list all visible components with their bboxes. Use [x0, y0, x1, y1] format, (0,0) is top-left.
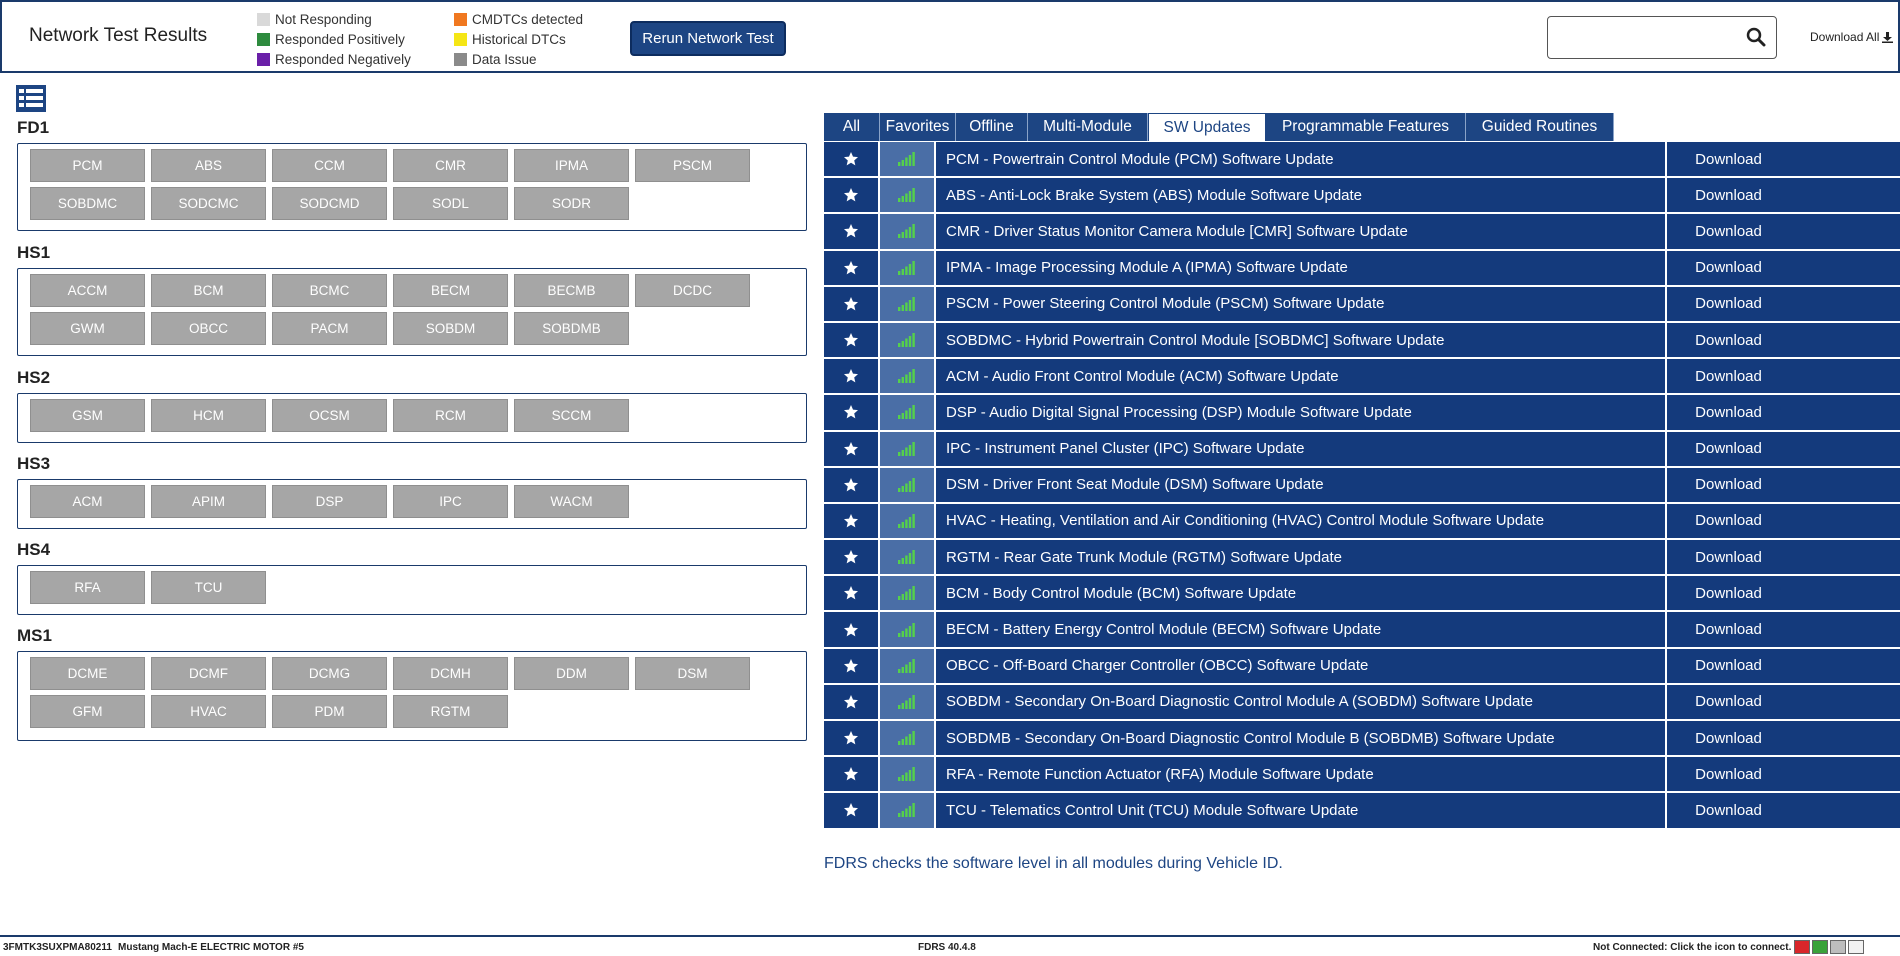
star-icon[interactable]	[824, 214, 880, 248]
update-name[interactable]: DSP - Audio Digital Signal Processing (DSP) Module Software Update	[936, 395, 1667, 429]
group-box-hs1	[17, 268, 807, 356]
star-icon[interactable]	[824, 323, 880, 357]
module-button-sodcmc[interactable]: SODCMC	[151, 187, 266, 220]
download-all-button[interactable]	[1810, 30, 1893, 44]
connection-icons	[1794, 940, 1864, 954]
module-button-pdm[interactable]: PDM	[272, 695, 387, 728]
group-box-hs4	[17, 565, 807, 615]
module-button-pcm[interactable]: PCM	[30, 149, 145, 182]
star-icon[interactable]	[824, 612, 880, 646]
group-label-hs1: HS1	[17, 243, 51, 262]
module-button-obcc[interactable]: OBCC	[151, 312, 266, 345]
table-row	[824, 323, 1900, 359]
download-button[interactable]: Download	[1667, 214, 1900, 248]
signal-icon	[880, 468, 936, 502]
download-button[interactable]: Download	[1667, 359, 1900, 393]
download-button[interactable]: Download	[1667, 721, 1900, 755]
status-bar	[0, 935, 1900, 956]
star-icon[interactable]	[824, 649, 880, 683]
info-note: FDRS checks the software level in all modules during Vehicle ID.	[824, 855, 1283, 872]
table-row	[824, 504, 1900, 540]
module-row	[30, 274, 806, 307]
group-label-hs4: HS4	[17, 540, 51, 559]
update-name[interactable]: IPMA - Image Processing Module A (IPMA) Software Update	[936, 251, 1667, 285]
module-button-ipc[interactable]: IPC	[393, 485, 508, 518]
legend-swatch-cmdtcs	[454, 13, 467, 26]
download-button[interactable]: Download	[1667, 612, 1900, 646]
legend-label: Historical DTCs	[472, 31, 566, 47]
battery-icon[interactable]	[1848, 940, 1864, 954]
module-button-sodcmd[interactable]: SODCMD	[272, 187, 387, 220]
download-button[interactable]: Download	[1667, 178, 1900, 212]
signal-icon	[880, 685, 936, 719]
table-row	[824, 395, 1900, 431]
module-button-sobdmc[interactable]: SOBDMC	[30, 187, 145, 220]
signal-icon	[880, 540, 936, 574]
module-row	[30, 399, 806, 432]
update-name[interactable]: TCU - Telematics Control Unit (TCU) Module Software Update	[936, 793, 1667, 827]
legend-swatch-historical-dtcs	[454, 33, 467, 46]
download-button[interactable]: Download	[1667, 504, 1900, 538]
legend-label: CMDTCs detected	[472, 11, 584, 27]
group-box-hs2	[17, 393, 807, 443]
star-icon[interactable]	[824, 576, 880, 610]
legend-left	[257, 9, 411, 69]
module-button-dcme[interactable]: DCME	[30, 657, 145, 690]
module-button-dsp[interactable]: DSP	[272, 485, 387, 518]
update-name[interactable]: BECM - Battery Energy Control Module (BECM) Software Update	[936, 612, 1667, 646]
download-button[interactable]: Download	[1667, 251, 1900, 285]
update-name[interactable]: PCM - Powertrain Control Module (PCM) Software Update	[936, 142, 1667, 176]
module-button-accm[interactable]: ACCM	[30, 274, 145, 307]
download-button[interactable]: Download	[1667, 649, 1900, 683]
star-icon[interactable]	[824, 468, 880, 502]
table-row	[824, 721, 1900, 757]
download-icon	[1882, 32, 1893, 43]
download-button[interactable]: Download	[1667, 142, 1900, 176]
star-icon[interactable]	[824, 757, 880, 791]
download-all-label: Download All	[1810, 30, 1880, 44]
signal-icon	[880, 721, 936, 755]
signal-icon	[880, 178, 936, 212]
table-row	[824, 287, 1900, 323]
module-button-pscm[interactable]: PSCM	[635, 149, 750, 182]
star-icon[interactable]	[824, 142, 880, 176]
network-icon[interactable]	[1830, 940, 1846, 954]
tab-bar	[824, 113, 1614, 141]
update-name[interactable]: PSCM - Power Steering Control Module (PSCM) Software Update	[936, 287, 1667, 321]
legend-swatch-not-responding	[257, 13, 270, 26]
signal-icon	[880, 576, 936, 610]
connection-status-text: Not Connected: Click the icon to connect.	[1593, 942, 1792, 953]
tab-multi-module[interactable]: Multi-Module	[1028, 113, 1148, 141]
update-name[interactable]: ACM - Audio Front Control Module (ACM) Software Update	[936, 359, 1667, 393]
module-button-sodr[interactable]: SODR	[514, 187, 629, 220]
legend-swatch-responded-negatively	[257, 53, 270, 66]
download-button[interactable]: Download	[1667, 540, 1900, 574]
tab-favorites[interactable]: Favorites	[880, 113, 956, 141]
tab-guided-routines[interactable]: Guided Routines	[1466, 113, 1614, 141]
signal-icon	[880, 142, 936, 176]
page-title: Network Test Results	[29, 25, 208, 46]
table-row	[824, 359, 1900, 395]
module-button-cmr[interactable]: CMR	[393, 149, 508, 182]
legend-label: Data Issue	[472, 51, 537, 67]
update-name[interactable]: RFA - Remote Function Actuator (RFA) Module Software Update	[936, 757, 1667, 791]
update-name[interactable]: OBCC - Off-Board Charger Controller (OBCC) Software Update	[936, 649, 1667, 683]
module-button-bcm[interactable]: BCM	[151, 274, 266, 307]
module-button-ddm[interactable]: DDM	[514, 657, 629, 690]
table-row	[824, 142, 1900, 178]
group-label-hs3: HS3	[17, 454, 51, 473]
update-name[interactable]: SOBDM - Secondary On-Board Diagnostic Control Module A (SOBDM) Software Update	[936, 685, 1667, 719]
download-button[interactable]: Download	[1667, 432, 1900, 466]
module-button-tcu[interactable]: TCU	[151, 571, 266, 604]
module-button-wacm[interactable]: WACM	[514, 485, 629, 518]
table-row	[824, 649, 1900, 685]
module-button-sobdmb[interactable]: SOBDMB	[514, 312, 629, 345]
module-button-dcdc[interactable]: DCDC	[635, 274, 750, 307]
module-row	[30, 657, 806, 690]
header-bar	[0, 0, 1900, 73]
vin-text: 3FMTK3SUXPMA80211	[3, 942, 112, 953]
module-button-becmb[interactable]: BECMB	[514, 274, 629, 307]
module-button-hcm[interactable]: HCM	[151, 399, 266, 432]
signal-icon	[880, 432, 936, 466]
star-icon[interactable]	[824, 287, 880, 321]
module-button-gwm[interactable]: GWM	[30, 312, 145, 345]
module-button-hvac[interactable]: HVAC	[151, 695, 266, 728]
module-button-rgtm[interactable]: RGTM	[393, 695, 508, 728]
update-name[interactable]: DSM - Driver Front Seat Module (DSM) Software Update	[936, 468, 1667, 502]
module-button-gfm[interactable]: GFM	[30, 695, 145, 728]
table-row	[824, 251, 1900, 287]
update-name[interactable]: HVAC - Heating, Ventilation and Air Conditioning (HVAC) Control Module Software Update	[936, 504, 1667, 538]
download-button[interactable]: Download	[1667, 323, 1900, 357]
legend-right	[454, 9, 583, 69]
tab-programmable-features[interactable]: Programmable Features	[1266, 113, 1466, 141]
star-icon[interactable]	[824, 793, 880, 827]
table-row	[824, 540, 1900, 576]
update-name[interactable]: CMR - Driver Status Monitor Camera Module [CMR] Software Update	[936, 214, 1667, 248]
tab-sw-updates[interactable]: SW Updates	[1148, 113, 1266, 141]
download-button[interactable]: Download	[1667, 576, 1900, 610]
module-row	[30, 149, 806, 182]
module-button-sobdm[interactable]: SOBDM	[393, 312, 508, 345]
legend-item	[454, 9, 583, 29]
update-name[interactable]: RGTM - Rear Gate Trunk Module (RGTM) Software Update	[936, 540, 1667, 574]
group-label-ms1: MS1	[17, 626, 52, 645]
star-icon[interactable]	[824, 540, 880, 574]
star-icon[interactable]	[824, 504, 880, 538]
signal-icon	[880, 504, 936, 538]
table-row	[824, 468, 1900, 504]
sw-updates-table	[824, 142, 1900, 830]
module-row	[30, 485, 806, 518]
legend-label: Not Responding	[275, 11, 372, 27]
module-button-sccm[interactable]: SCCM	[514, 399, 629, 432]
star-icon[interactable]	[824, 359, 880, 393]
star-icon[interactable]	[824, 721, 880, 755]
update-name[interactable]: SOBDMB - Secondary On-Board Diagnostic Control Module B (SOBDMB) Software Update	[936, 721, 1667, 755]
signal-icon	[880, 612, 936, 646]
signal-icon	[880, 359, 936, 393]
download-button[interactable]: Download	[1667, 685, 1900, 719]
download-button[interactable]: Download	[1667, 793, 1900, 827]
table-row	[824, 793, 1900, 829]
star-icon[interactable]	[824, 685, 880, 719]
update-name[interactable]: SOBDMC - Hybrid Powertrain Control Module [SOBDMC] Software Update	[936, 323, 1667, 357]
download-button[interactable]: Download	[1667, 287, 1900, 321]
group-box-fd1	[17, 143, 807, 231]
module-button-abs[interactable]: ABS	[151, 149, 266, 182]
star-icon[interactable]	[824, 395, 880, 429]
table-row	[824, 685, 1900, 721]
vci-icon[interactable]	[1794, 940, 1810, 954]
module-button-sodl[interactable]: SODL	[393, 187, 508, 220]
group-box-ms1	[17, 651, 807, 741]
module-button-dcmf[interactable]: DCMF	[151, 657, 266, 690]
star-icon[interactable]	[824, 432, 880, 466]
legend-item	[454, 49, 583, 69]
table-row	[824, 432, 1900, 468]
module-button-pacm[interactable]: PACM	[272, 312, 387, 345]
tab-offline[interactable]: Offline	[956, 113, 1028, 141]
module-button-gsm[interactable]: GSM	[30, 399, 145, 432]
group-box-hs3	[17, 479, 807, 529]
group-label-hs2: HS2	[17, 368, 51, 387]
signal-icon	[880, 214, 936, 248]
table-row	[824, 576, 1900, 612]
table-row	[824, 757, 1900, 793]
module-row	[30, 187, 806, 220]
legend-item	[257, 49, 411, 69]
signal-icon	[880, 757, 936, 791]
download-button[interactable]: Download	[1667, 468, 1900, 502]
legend-label: Responded Negatively	[275, 51, 411, 67]
table-row	[824, 214, 1900, 250]
list-view-icon[interactable]	[16, 85, 46, 112]
legend-label: Responded Positively	[275, 31, 405, 47]
legend-swatch-responded-positively	[257, 33, 270, 46]
signal-icon	[880, 287, 936, 321]
module-button-ccm[interactable]: CCM	[272, 149, 387, 182]
vehicle-text: Mustang Mach-E ELECTRIC MOTOR #5	[118, 942, 304, 953]
module-button-rcm[interactable]: RCM	[393, 399, 508, 432]
update-name[interactable]: BCM - Body Control Module (BCM) Software Update	[936, 576, 1667, 610]
signal-icon	[880, 395, 936, 429]
update-name[interactable]: ABS - Anti-Lock Brake System (ABS) Module Software Update	[936, 178, 1667, 212]
module-row	[30, 571, 806, 604]
legend-item	[257, 29, 411, 49]
search-input[interactable]	[1547, 16, 1777, 59]
signal-icon	[880, 649, 936, 683]
table-row	[824, 612, 1900, 648]
star-icon[interactable]	[824, 251, 880, 285]
update-name[interactable]: IPC - Instrument Panel Cluster (IPC) Software Update	[936, 432, 1667, 466]
table-row	[824, 178, 1900, 214]
download-button[interactable]: Download	[1667, 395, 1900, 429]
module-row	[30, 312, 806, 345]
module-button-apim[interactable]: APIM	[151, 485, 266, 518]
signal-icon	[880, 323, 936, 357]
module-button-dsm[interactable]: DSM	[635, 657, 750, 690]
legend-item	[257, 9, 411, 29]
tab-all[interactable]: All	[824, 113, 880, 141]
signal-icon	[880, 793, 936, 827]
search-icon[interactable]	[1746, 27, 1766, 47]
module-row	[30, 695, 806, 728]
module-button-becm[interactable]: BECM	[393, 274, 508, 307]
module-button-rfa[interactable]: RFA	[30, 571, 145, 604]
download-button[interactable]: Download	[1667, 757, 1900, 791]
signal-strength-icon[interactable]	[1812, 940, 1828, 954]
module-button-dcmg[interactable]: DCMG	[272, 657, 387, 690]
module-button-bcmc[interactable]: BCMC	[272, 274, 387, 307]
module-button-acm[interactable]: ACM	[30, 485, 145, 518]
version-text: FDRS 40.4.8	[918, 942, 976, 953]
rerun-network-test-button[interactable]: Rerun Network Test	[630, 21, 786, 56]
legend-item	[454, 29, 583, 49]
star-icon[interactable]	[824, 178, 880, 212]
group-label-fd1: FD1	[17, 118, 50, 137]
legend-swatch-data-issue	[454, 53, 467, 66]
signal-icon	[880, 251, 936, 285]
module-button-dcmh[interactable]: DCMH	[393, 657, 508, 690]
module-button-ipma[interactable]: IPMA	[514, 149, 629, 182]
module-button-ocsm[interactable]: OCSM	[272, 399, 387, 432]
